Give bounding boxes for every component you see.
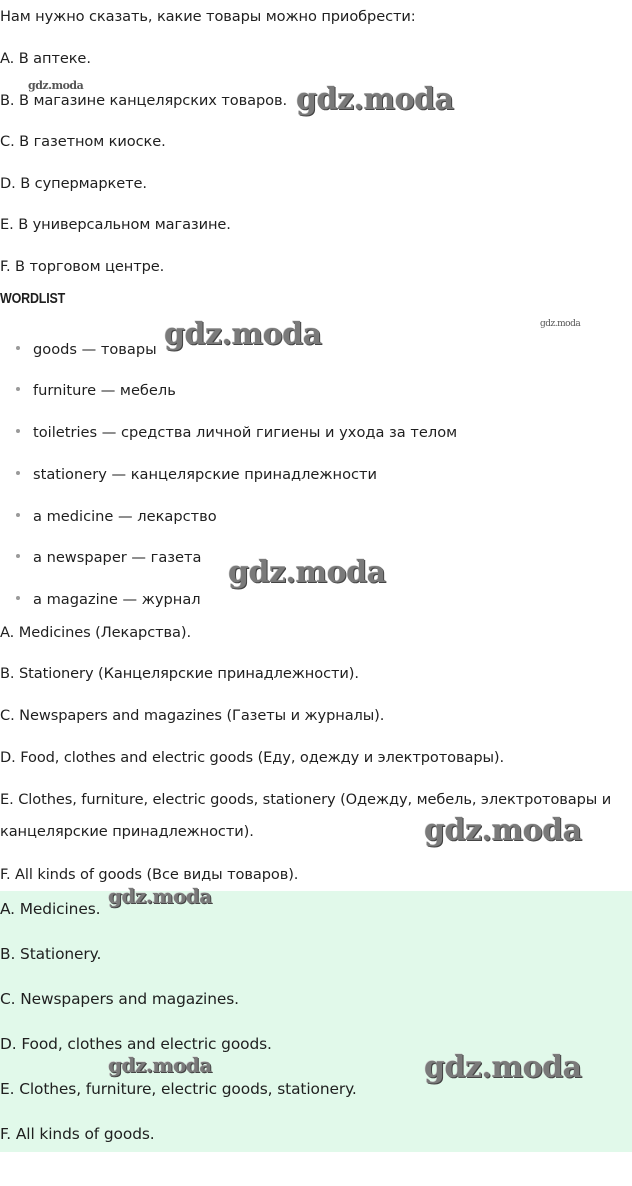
- place-item: D. В супермаркете.: [0, 175, 147, 192]
- answer-item: C. Newspapers and magazines.: [0, 990, 239, 1008]
- bullet-icon: [16, 554, 20, 558]
- answer-item: F. All kinds of goods.: [0, 1125, 155, 1143]
- watermark: gdz.moda: [108, 884, 212, 908]
- bullet-icon: [16, 596, 20, 600]
- bullet-icon: [16, 471, 20, 475]
- wordlist-item: [16, 340, 157, 360]
- place-item: F. В торговом центре.: [0, 258, 165, 275]
- watermark: gdz.moda: [296, 82, 454, 117]
- translation-item: C. Newspapers and magazines (Газеты и журналы).: [0, 707, 385, 724]
- wordlist-item-text: a newspaper — газета: [33, 549, 202, 566]
- place-item: E. В универсальном магазине.: [0, 216, 231, 233]
- watermark: gdz.moda: [164, 317, 322, 352]
- translation-item: F. All kinds of goods (Все виды товаров).: [0, 866, 299, 883]
- watermark: gdz.moda: [424, 813, 582, 848]
- bullet-icon: [16, 513, 20, 517]
- answer-item: D. Food, clothes and electric goods.: [0, 1035, 272, 1053]
- answer-item: A. Medicines.: [0, 900, 101, 918]
- wordlist-item: [16, 507, 217, 527]
- answer-item: B. Stationery.: [0, 945, 102, 963]
- bullet-icon: [16, 346, 20, 350]
- translation-item: D. Food, clothes and electric goods (Еду, одежду и электротовары).: [0, 749, 505, 766]
- watermark: gdz.moda: [424, 1050, 582, 1085]
- wordlist-item-text: toiletries — средства личной гигиены и ухода за телом: [33, 424, 458, 441]
- place-item: C. В газетном киоске.: [0, 133, 166, 150]
- wordlist-item-text: goods — товары: [33, 341, 157, 358]
- intro-text: Нам нужно сказать, какие товары можно приобрести:: [0, 8, 416, 25]
- watermark: gdz.moda: [540, 319, 581, 329]
- wordlist-item: [16, 590, 201, 610]
- answer-item: E. Clothes, furniture, electric goods, stationery.: [0, 1080, 357, 1098]
- wordlist-item: [16, 548, 201, 568]
- place-item: B. В магазине канцелярских товаров.: [0, 92, 287, 109]
- place-item: A. В аптеке.: [0, 50, 91, 67]
- translation-item: B. Stationery (Канцелярские принадлежности).: [0, 665, 359, 682]
- wordlist-item-text: a medicine — лекарство: [33, 508, 217, 525]
- wordlist-item: [16, 465, 377, 485]
- watermark: gdz.moda: [28, 79, 84, 92]
- wordlist-heading: WORDLIST: [0, 291, 66, 307]
- bullet-icon: [16, 387, 20, 391]
- translation-item: E. Clothes, furniture, electric goods, stationery (Одежду, мебель, электротовары и: [0, 791, 612, 808]
- bullet-icon: [16, 429, 20, 433]
- watermark: gdz.moda: [228, 555, 386, 590]
- wordlist-item: [16, 423, 457, 443]
- wordlist-item-text: a magazine — журнал: [33, 591, 201, 608]
- wordlist-item-text: furniture — мебель: [33, 382, 176, 399]
- translation-item: A. Medicines (Лекарства).: [0, 624, 192, 641]
- translation-item: канцелярские принадлежности).: [0, 823, 254, 840]
- wordlist-item: [16, 381, 176, 401]
- wordlist-item-text: stationery — канцелярские принадлежности: [33, 466, 378, 483]
- answer-box: [0, 891, 632, 1152]
- watermark: gdz.moda: [108, 1053, 212, 1077]
